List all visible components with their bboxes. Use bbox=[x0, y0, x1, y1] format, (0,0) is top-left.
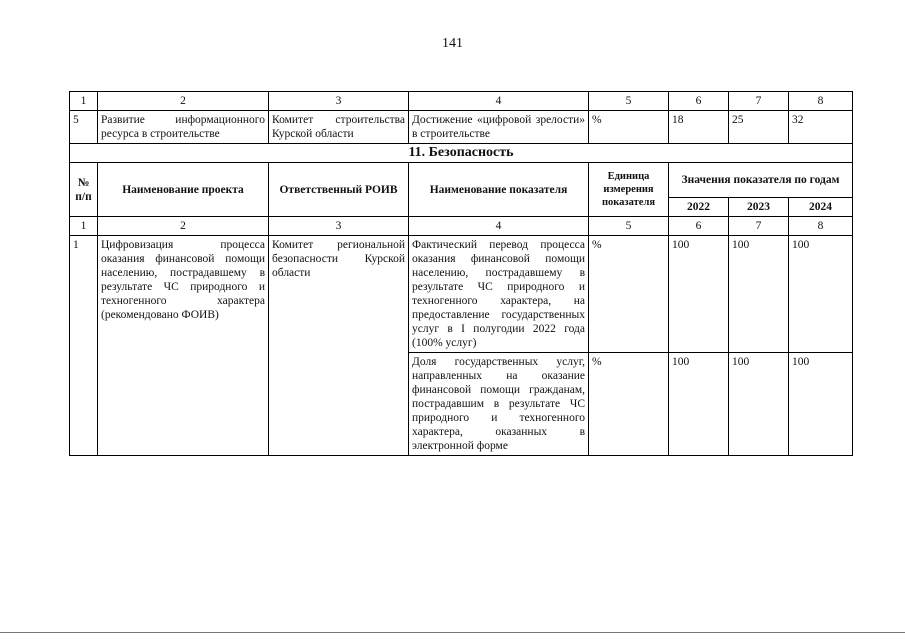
header-year: 2024 bbox=[789, 198, 853, 217]
unit: % bbox=[589, 236, 669, 353]
row-number: 1 bbox=[70, 236, 98, 456]
header-unit: Единица измерения показателя bbox=[589, 163, 669, 217]
unit: % bbox=[589, 111, 669, 144]
value-2022: 100 bbox=[669, 353, 729, 456]
section-row bbox=[70, 144, 853, 163]
header-num: № п/п bbox=[70, 163, 98, 217]
index-cell: 3 bbox=[269, 217, 409, 236]
section-title: 11. Безопасность bbox=[70, 144, 853, 163]
table-row bbox=[70, 111, 853, 144]
index-cell: 1 bbox=[70, 92, 98, 111]
indicator-name: Доля государственных услуг, направленных на оказание финансовой помощи гражданам, пострадавшим в результате ЧС природного и техногенного характера, оказанных в электронной форме bbox=[409, 353, 589, 456]
value-2024: 100 bbox=[789, 353, 853, 456]
index-cell: 8 bbox=[789, 92, 853, 111]
index-cell: 2 bbox=[98, 92, 269, 111]
header-row bbox=[70, 163, 853, 198]
index-cell: 7 bbox=[729, 217, 789, 236]
project-name: Развитие информационного ресурса в строительстве bbox=[98, 111, 269, 144]
index-cell: 6 bbox=[669, 92, 729, 111]
index-cell: 3 bbox=[269, 92, 409, 111]
table-row bbox=[70, 236, 853, 353]
indicator-name: Достижение «цифровой зрелости» в строительстве bbox=[409, 111, 589, 144]
value-2024: 100 bbox=[789, 236, 853, 353]
responsible-roiv: Комитет строительства Курской области bbox=[269, 111, 409, 144]
value-2024: 32 bbox=[789, 111, 853, 144]
header-year: 2023 bbox=[729, 198, 789, 217]
index-cell: 2 bbox=[98, 217, 269, 236]
index-cell: 8 bbox=[789, 217, 853, 236]
index-cell: 5 bbox=[589, 92, 669, 111]
index-row bbox=[70, 92, 853, 111]
header-year: 2022 bbox=[669, 198, 729, 217]
indicators-table bbox=[69, 91, 853, 456]
index-row bbox=[70, 217, 853, 236]
header-project: Наименование проекта bbox=[98, 163, 269, 217]
indicator-name: Фактический перевод процесса оказания финансовой помощи населению, пострадавшему в результате ЧС природного и техногенного характера, на предоставление государственных услуг в I полугодии 2022 года (100% услуг) bbox=[409, 236, 589, 353]
index-cell: 4 bbox=[409, 217, 589, 236]
index-cell: 6 bbox=[669, 217, 729, 236]
project-name: Цифровизация процесса оказания финансовой помощи населению, пострадавшему в результате ЧС природного и техногенного характера (рекомендовано ФОИВ) bbox=[98, 236, 269, 456]
row-number: 5 bbox=[70, 111, 98, 144]
index-cell: 7 bbox=[729, 92, 789, 111]
page-number: 141 bbox=[442, 36, 463, 51]
index-cell: 4 bbox=[409, 92, 589, 111]
header-roiv: Ответственный РОИВ bbox=[269, 163, 409, 217]
index-cell: 1 bbox=[70, 217, 98, 236]
value-2022: 18 bbox=[669, 111, 729, 144]
unit: % bbox=[589, 353, 669, 456]
value-2023: 100 bbox=[729, 353, 789, 456]
page-bottom-rule bbox=[0, 632, 905, 633]
index-cell: 5 bbox=[589, 217, 669, 236]
value-2023: 25 bbox=[729, 111, 789, 144]
header-values: Значения показателя по годам bbox=[669, 163, 853, 198]
value-2023: 100 bbox=[729, 236, 789, 353]
header-indicator: Наименование показателя bbox=[409, 163, 589, 217]
responsible-roiv: Комитет региональной безопасности Курской области bbox=[269, 236, 409, 456]
value-2022: 100 bbox=[669, 236, 729, 353]
